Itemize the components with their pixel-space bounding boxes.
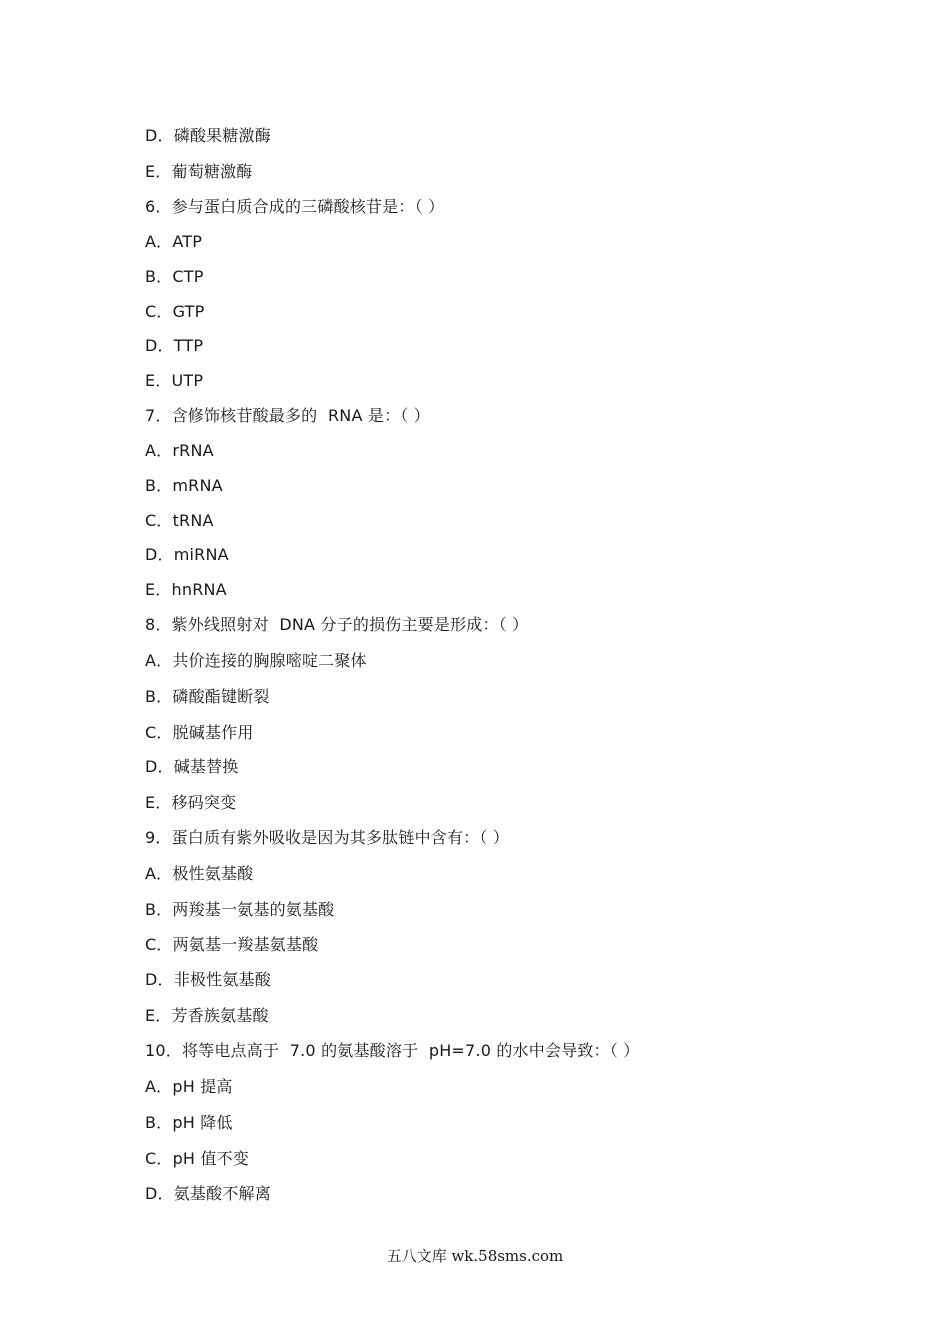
option-e-q6: E．UTP	[145, 371, 204, 390]
option-a-q6: A．ATP	[145, 232, 203, 251]
option-b-q10: B．pH 降低	[145, 1113, 233, 1132]
question-6: 6．参与蛋白质合成的三磷酸核苷是：（ ）	[145, 197, 445, 216]
option-b-q8: B．磷酸酯键断裂	[145, 687, 270, 706]
question-10: 10．将等电点高于 7.0 的氨基酸溶于 pH=7.0 的水中会导致：（ ）	[145, 1041, 640, 1060]
option-e-q5: E．葡萄糖激酶	[145, 162, 253, 181]
question-8: 8．紫外线照射对 DNA 分子的损伤主要是形成：（ ）	[145, 615, 529, 634]
option-d-q5: D．磷酸果糖激酶	[145, 126, 271, 145]
option-e-q8: E．移码突变	[145, 793, 237, 812]
question-7: 7．含修饰核苷酸最多的 RNA 是：（ ）	[145, 406, 430, 425]
option-c-q10: C．pH 值不变	[145, 1149, 250, 1168]
option-b-q9: B．两羧基一氨基的氨基酸	[145, 900, 335, 919]
option-d-q8: D．碱基替换	[145, 757, 239, 776]
option-c-q9: C．两氨基一羧基氨基酸	[145, 935, 319, 954]
option-c-q6: C．GTP	[145, 302, 205, 321]
option-c-q8: C．脱碱基作用	[145, 723, 254, 742]
page-footer-watermark: 五八文库 wk.58sms.com	[386, 1247, 564, 1265]
option-a-q10: A．pH 提高	[145, 1077, 233, 1096]
option-b-q7: B．mRNA	[145, 476, 223, 495]
option-c-q7: C．tRNA	[145, 511, 214, 530]
option-d-q6: D．TTP	[145, 336, 204, 355]
option-e-q9: E．芳香族氨基酸	[145, 1006, 269, 1025]
question-9: 9．蛋白质有紫外吸收是因为其多肽链中含有：（ ）	[145, 828, 510, 847]
option-e-q7: E．hnRNA	[145, 580, 227, 599]
option-d-q10: D．氨基酸不解离	[145, 1184, 271, 1203]
option-a-q8: A．共价连接的胸腺嘧啶二聚体	[145, 651, 367, 670]
option-d-q9: D．非极性氨基酸	[145, 970, 271, 989]
option-a-q7: A．rRNA	[145, 441, 214, 460]
option-a-q9: A．极性氨基酸	[145, 864, 254, 883]
option-d-q7: D．miRNA	[145, 545, 229, 564]
option-b-q6: B．CTP	[145, 267, 204, 286]
